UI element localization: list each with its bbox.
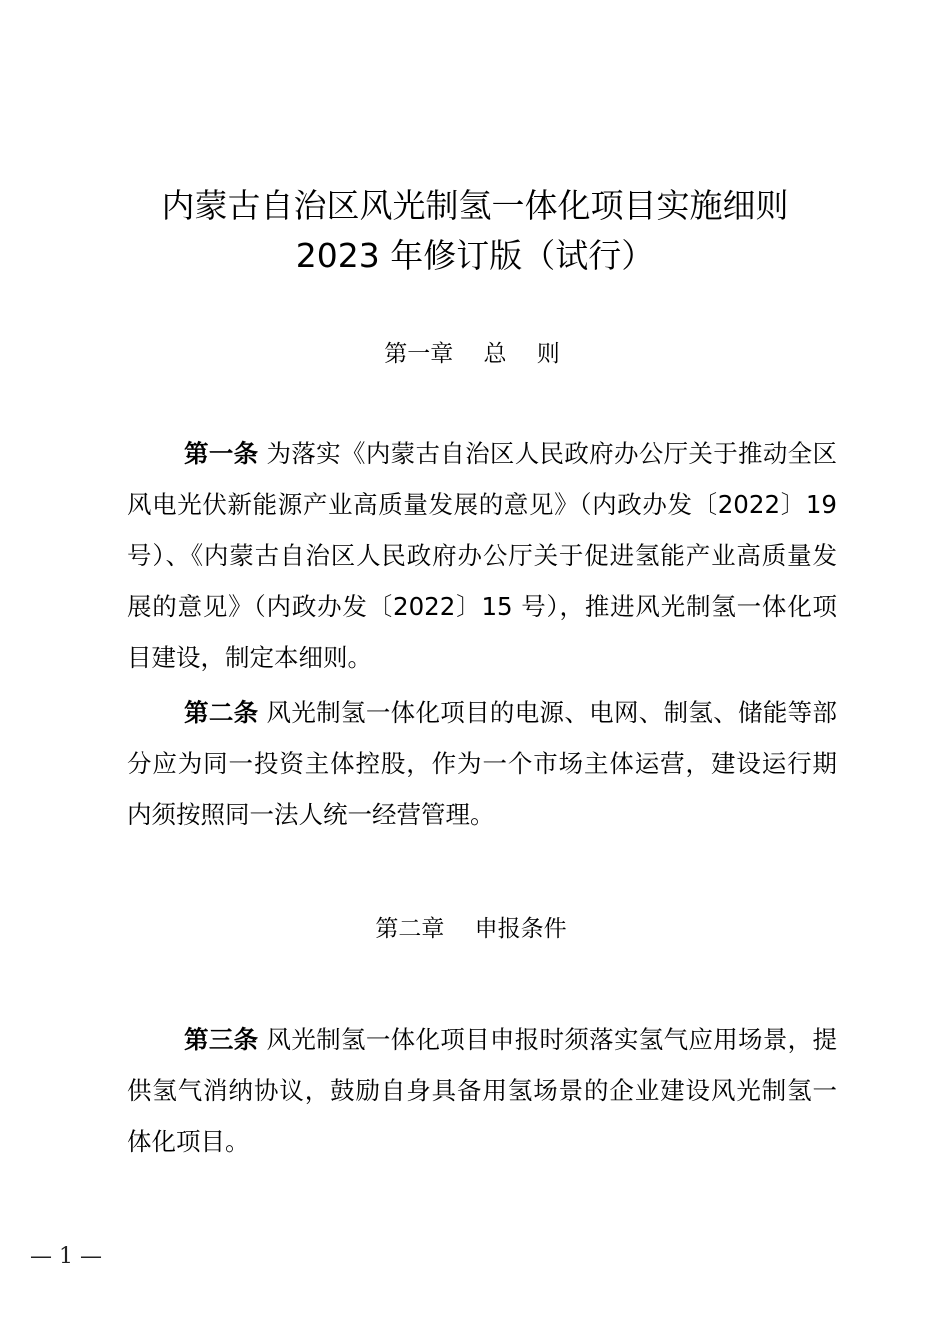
article-3-label: 第三条: [184, 1025, 259, 1054]
article-3-text: 风光制氢一体化项目申报时须落实氢气应用场景，提供氢气消纳协议，鼓励自身具备用氢场景的企业建设风光制氢一体化项目。: [127, 1025, 837, 1156]
article-2: [127, 687, 837, 840]
article-1-label: 第一条: [184, 439, 259, 468]
document-title-line-1: 内蒙古自治区风光制氢一体化项目实施细则: [161, 186, 789, 225]
article-2-label: 第二条: [184, 698, 259, 727]
article-2-text: 风光制氢一体化项目的电源、电网、制氢、储能等部分应为同一投资主体控股，作为一个市场主体运营，建设运行期内须按照同一法人统一经营管理。: [127, 698, 837, 829]
article-1: [127, 428, 837, 683]
chapter-2-heading: 第二章 申报条件: [375, 916, 567, 942]
article-1-text: 为落实《内蒙古自治区人民政府办公厅关于推动全区风电光伏新能源产业高质量发展的意见》（内政办发〔2022〕19 号）、《内蒙古自治区人民政府办公厅关于促进氢能产业高质量发展的意见》（内政办发〔2022〕15 号），推进风光制氢一体化项目建设，制定本细则。: [127, 439, 837, 672]
page-number: — 1 —: [30, 1244, 102, 1269]
article-3: [127, 1014, 837, 1167]
chapter-1-heading: 第一章 总 则: [384, 341, 560, 367]
document-title-line-2: 2023 年修订版（试行）: [295, 236, 655, 275]
